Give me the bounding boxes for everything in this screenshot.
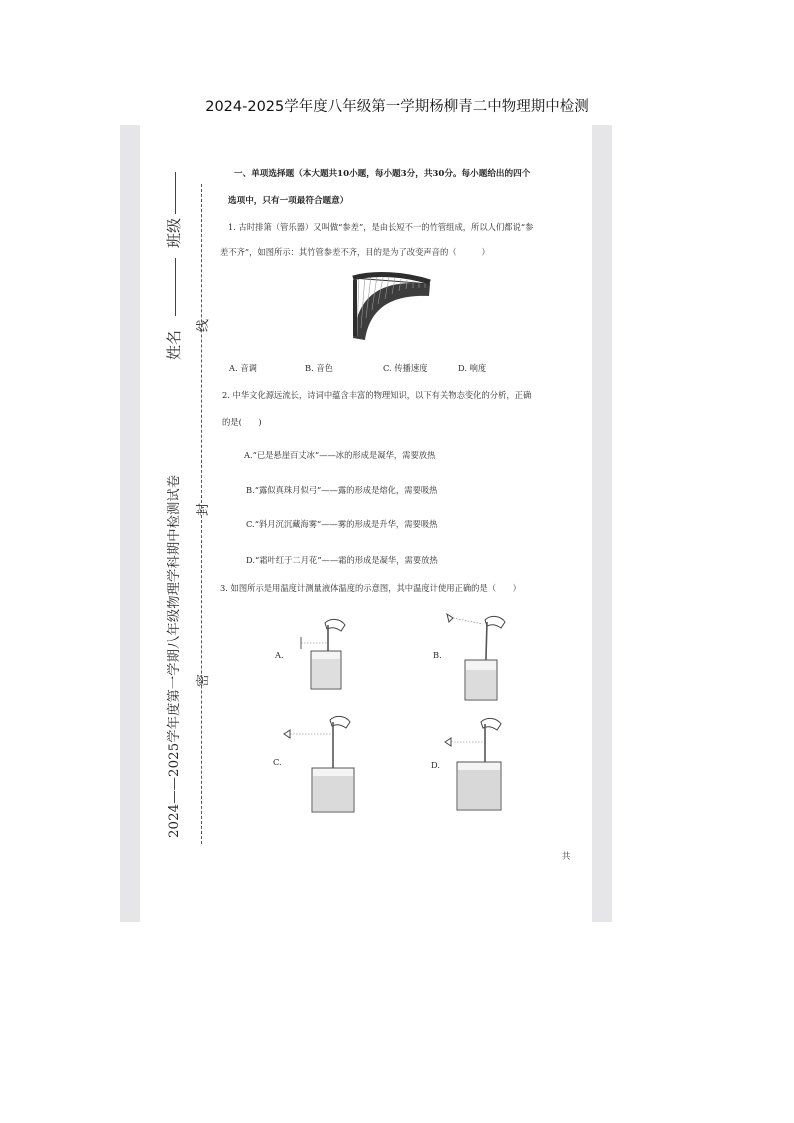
section1-heading: 一、单项选择题（本大题共10小题，每小题3分，共30分。每小题给出的四个: [234, 169, 531, 179]
thermometer-figure-b: [445, 608, 515, 703]
thermometer-figure-d: [443, 712, 523, 817]
seal-feng-label: 封: [196, 502, 211, 516]
q2-option-b[interactable]: B.“露似真珠月似弓”——露的形成是熔化，需要吸热: [246, 485, 438, 495]
q3-text: 3. 如图所示是用温度计测量液体温度的示意图，其中温度计使用正确的是（ ）: [220, 583, 521, 593]
q1-option-a[interactable]: A. 音调: [229, 363, 257, 373]
q1-option-c[interactable]: C. 传播速度: [383, 363, 428, 373]
seal-dashed-line: [201, 184, 202, 844]
q2-option-a[interactable]: A.“已是悬崖百丈冰”——冰的形成是凝华，需要放热: [244, 450, 436, 460]
q2-option-c[interactable]: C.“斜月沉沉藏海雾”——雾的形成是升华，需要吸热: [246, 519, 438, 529]
q1-option-d[interactable]: D. 响度: [458, 363, 487, 373]
q1-option-b[interactable]: B. 音色: [305, 363, 333, 373]
q2-option-d[interactable]: D.“霜叶红于二月花”——霜的形成是凝华，需要放热: [246, 555, 438, 565]
thermometer-figure-a: [295, 615, 355, 693]
name-label: 姓名: [165, 329, 183, 360]
q3-label-a[interactable]: A.: [275, 650, 284, 660]
thermometer-figure-c: [282, 710, 362, 815]
page-footer: 共: [562, 851, 571, 861]
q1-text: 1. 古时排箫（管乐器）又叫做“参差”，是由长短不一的竹管组成，所以人们都说“参: [228, 222, 534, 232]
name-underline: [175, 258, 176, 316]
q2-text: 2. 中华文化源远流长，诗词中蕴含丰富的物理知识，以下有关物态变化的分析，正确: [222, 390, 532, 400]
exam-title-vertical: 2024——2025学年度第一学期八年级物理学科期中检测试卷: [167, 474, 182, 838]
document-title: 2024-2025学年度八年级第一学期杨柳青二中物理期中检测: [205, 99, 589, 115]
q1-text-cont: 差不齐”，如图所示：其竹管参差不齐，目的是为了改变声音的（ ）: [220, 247, 490, 257]
seal-mi-label: 密: [196, 673, 211, 687]
seal-line-label: 线: [196, 318, 211, 332]
q3-label-c[interactable]: C.: [273, 757, 282, 767]
panpipe-image: [345, 270, 435, 342]
class-underline: [175, 172, 176, 214]
q3-label-b[interactable]: B.: [433, 650, 442, 660]
section1-heading-cont: 选项中，只有一项最符合题意）: [228, 196, 349, 206]
class-label: 班级: [165, 217, 183, 248]
q2-text-cont: 的是( ): [222, 417, 262, 427]
q3-label-d[interactable]: D.: [431, 760, 440, 770]
